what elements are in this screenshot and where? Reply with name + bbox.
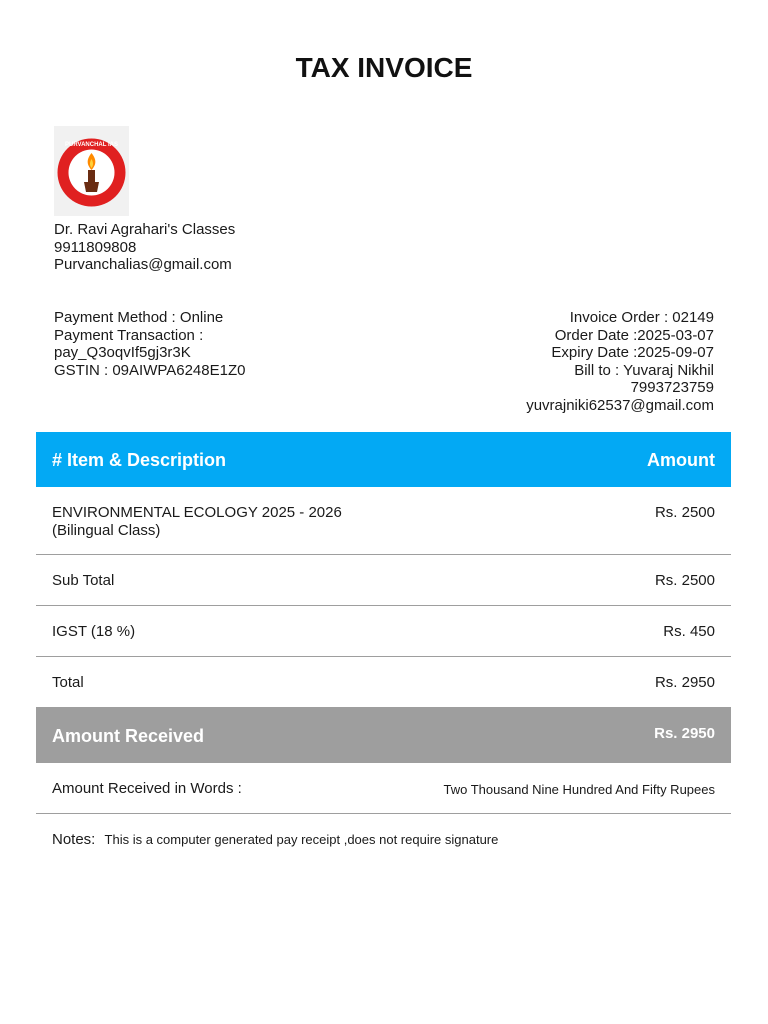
- seller-email: Purvanchalias@gmail.com: [54, 256, 232, 273]
- item-description: [52, 504, 342, 540]
- expiry-date: Expiry Date :2025-09-07: [551, 344, 714, 361]
- torch-seal-icon: [54, 135, 129, 210]
- tax-row: [36, 606, 731, 657]
- item-name: ENVIRONMENTAL ECOLOGY 2025 - 2026: [52, 504, 342, 521]
- seller-name: Dr. Ravi Agrahari's Classes: [54, 221, 236, 238]
- payment-info: [54, 309, 245, 379]
- item-amount: Rs. 2500: [654, 504, 715, 521]
- payment-transaction-id: pay_Q3oqvIf5gj3r3K: [54, 344, 191, 361]
- gstin: GSTIN : 09AIWPA6248E1Z0: [54, 361, 246, 379]
- header-item: # Item & Description: [52, 450, 227, 470]
- svg-text:PURVANCHAL IAS: PURVANCHAL IAS: [64, 142, 119, 148]
- total-row: [36, 657, 731, 707]
- payment-method: Payment Method : Online: [54, 309, 224, 326]
- amount-received-label: Amount Received: [52, 726, 205, 746]
- bill-to-email: yuvrajniki62537@gmail.com: [526, 396, 714, 414]
- subtotal-label: Sub Total: [52, 572, 115, 589]
- order-date: Order Date :2025-03-07: [554, 326, 714, 344]
- header-amount: Amount: [647, 450, 715, 470]
- bill-to: Bill to : Yuvaraj Nikhil: [574, 361, 714, 379]
- subtotal-value: Rs. 2500: [654, 572, 715, 589]
- bill-to-phone: 7993723759: [630, 379, 714, 396]
- notes-text: This is a computer generated pay receipt ,does not require signature: [104, 832, 499, 847]
- invoice-order: Invoice Order : 02149: [569, 309, 714, 326]
- item-variant: (Bilingual Class): [52, 522, 161, 539]
- table-header: [36, 432, 731, 487]
- total-value: Rs. 2950: [654, 674, 715, 691]
- seller-phone: 9911809808: [54, 238, 137, 256]
- payment-transaction-label: Payment Transaction :: [54, 326, 204, 344]
- logo: [54, 126, 129, 216]
- seller-info: [54, 221, 235, 274]
- invoice-title: TAX INVOICE: [295, 52, 473, 83]
- amount-received-value: Rs. 2950: [654, 725, 715, 742]
- total-label: Total: [52, 674, 84, 691]
- amount-received-row: [36, 707, 731, 763]
- amount-words-value: Two Thousand Nine Hundred And Fifty Rupees: [443, 782, 715, 797]
- invoice-info: [526, 309, 714, 414]
- amount-words-row: [36, 763, 731, 814]
- tax-label: IGST (18 %): [52, 623, 136, 640]
- notes-label: Notes:: [52, 831, 96, 848]
- notes: [52, 831, 498, 848]
- amount-words-label: Amount Received in Words :: [52, 780, 242, 797]
- subtotal-row: [36, 555, 731, 606]
- table-row: [36, 487, 731, 555]
- tax-value: Rs. 450: [663, 623, 715, 640]
